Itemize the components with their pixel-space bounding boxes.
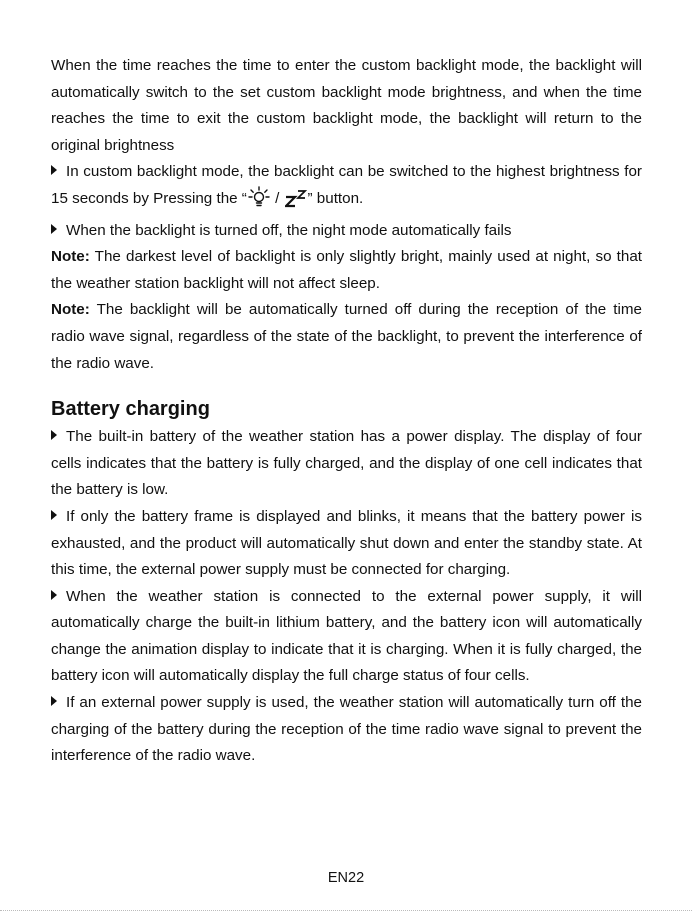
section-heading: Battery charging xyxy=(51,398,210,421)
bullet-icon xyxy=(51,510,57,520)
night-mode-text: When the backlight is turned off, the night mode automatically fails xyxy=(66,221,512,239)
bullet-icon xyxy=(51,165,57,175)
battery-item xyxy=(51,424,642,504)
note-label: Note: xyxy=(51,301,90,319)
custom-backlight-paragraph xyxy=(51,159,642,217)
custom-mode-text-after: ” button. xyxy=(307,189,364,207)
battery-item xyxy=(51,690,642,770)
night-mode-paragraph xyxy=(51,218,642,245)
manual-page xyxy=(51,53,642,770)
intro-paragraph: When the time reaches the time to enter the custom backlight mode, the backlight will automatically switch to the set custom backlight mode brightness, and when the time reaches the time to exit the custom backlight mode, the backlight will return to the original brightness xyxy=(51,57,642,154)
light-bulb-icon xyxy=(248,186,270,218)
bullet-icon xyxy=(51,696,57,706)
bullet-icon xyxy=(51,224,57,234)
zz-icon xyxy=(285,188,307,218)
note-text: The backlight will be automatically turned off during the reception of the time radio wave signal, regardless of the state of the backlight, to prevent the interference of the radio wave. xyxy=(51,301,642,372)
battery-item-text: The built-in battery of the weather station has a power display. The display of four cells indicates that the battery is fully charged, and the display of one cell indicates that the battery is low. xyxy=(51,428,642,499)
page-number: EN22 xyxy=(327,870,365,886)
custom-mode-separator: / xyxy=(270,189,284,207)
note-label: Note: xyxy=(51,248,90,266)
battery-item-text: When the weather station is connected to the external power supply, it will automatically charge the built-in lithium battery, and the battery icon will automatically change the animation display to indicate that it is charging. When it is fully charged, the battery icon will automatically display the full charge status of four cells. xyxy=(51,587,642,685)
note-text: The darkest level of backlight is only slightly bright, mainly used at night, so that the weather station backlight will not affect sleep. xyxy=(51,248,642,292)
battery-item-text: If only the battery frame is displayed and blinks, it means that the battery power is exhausted, and the product will automatically shut down and enter the standby state. At this time, the external power supply must be connected for charging. xyxy=(51,507,642,579)
battery-item-text: If an external power supply is used, the weather station will automatically turn off the charging of the battery during the reception of the time radio wave signal to prevent the interference of the radio wave. xyxy=(51,694,642,765)
bullet-icon xyxy=(51,590,57,600)
custom-mode-text-before: In custom backlight mode, the backlight can be switched to the highest brightness for 15 seconds by Pressing the “ xyxy=(51,163,642,207)
note-paragraph-1 xyxy=(51,244,642,297)
bullet-icon xyxy=(51,430,57,440)
page-edge-rule xyxy=(0,910,692,911)
battery-item xyxy=(51,584,642,690)
note-paragraph-2 xyxy=(51,297,642,377)
battery-item xyxy=(51,504,642,584)
